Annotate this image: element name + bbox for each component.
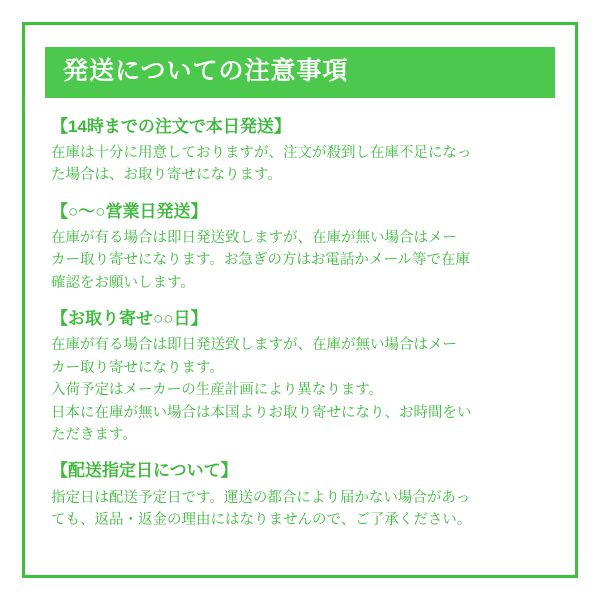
section-line: 在庫は十分に用意しておりますが、注文が殺到し在庫不足になっ — [51, 144, 472, 161]
section-body — [51, 142, 551, 187]
page-title: 発送についての注意事項 — [45, 47, 555, 98]
section-line: 在庫が有る場合は即日発送致しますが、在庫が無い場合はメー — [51, 337, 457, 354]
notice-section-business-days — [45, 201, 555, 295]
notice-section-same-day — [45, 116, 555, 187]
section-line: 入荷予定はメーカーの生産計画により異なります。 — [51, 382, 384, 399]
section-line: 確認をお願いします。 — [51, 274, 195, 291]
section-line: ただきます。 — [51, 427, 137, 443]
section-heading: 【配送指定日について】 — [51, 461, 238, 481]
notice-section-backorder — [45, 308, 555, 446]
section-line: 日本に在庫が無い場合は本国よりお取り寄せになり、お時間をい — [51, 404, 472, 421]
notice-section-delivery-date — [45, 460, 555, 531]
section-line: カー取り寄せになります。 — [51, 359, 224, 376]
section-line: た場合は、お取り寄せになります。 — [51, 167, 282, 184]
notice-frame — [22, 22, 578, 578]
section-line: 指定日は配送予定日です。運送の都合により届かない場合があっ — [51, 489, 471, 506]
section-line: 在庫が有る場合は即日発送致しますが、在庫が無い場合はメー — [51, 229, 457, 246]
section-body — [51, 487, 551, 532]
section-line: カー取り寄せになります。お急ぎの方はお電話かメール等で在庫 — [51, 252, 471, 269]
section-heading: 【お取り寄せ○○日】 — [51, 309, 208, 329]
section-heading: 【○〜○営業日発送】 — [51, 201, 208, 221]
section-body — [51, 227, 551, 294]
section-body — [51, 334, 551, 446]
section-line: ても、返品・返金の理由にはなりませんので、ご了承ください。 — [51, 512, 472, 529]
section-heading: 【14時までの注文で本日発送】 — [51, 116, 291, 136]
